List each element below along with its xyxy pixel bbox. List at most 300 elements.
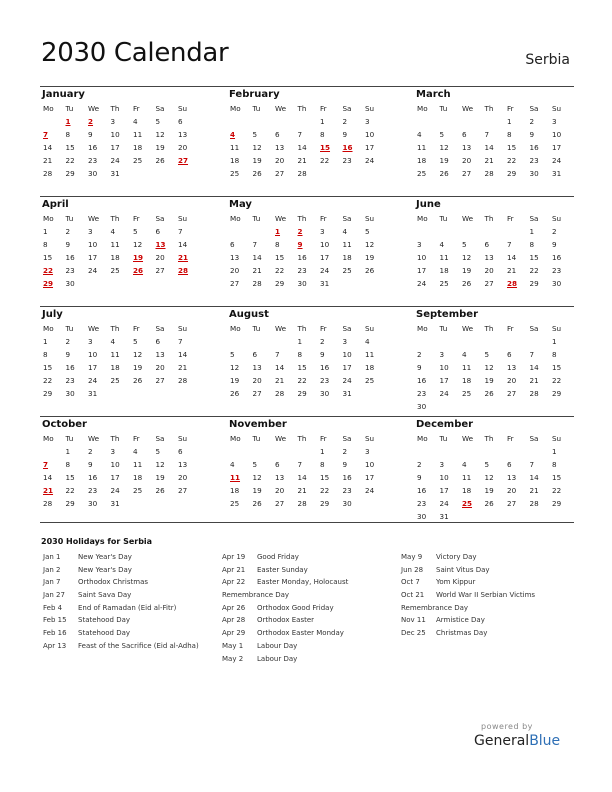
day-cell: 9 [529,130,535,139]
day-cell [130,167,153,180]
weekday-label: We [462,434,474,443]
week-row [40,167,198,180]
week-row [227,471,385,484]
day-cell: 21 [297,156,307,165]
day-cell: 16 [65,253,75,262]
day-cell: 18 [417,156,427,165]
week-row [227,387,385,400]
day-cell: 7 [529,460,535,469]
day-cell: 31 [110,169,120,178]
day-cell: 14 [43,143,53,152]
day-cell: 27 [275,169,285,178]
weekday-label: We [462,324,474,333]
day-cell: 5 [439,130,445,139]
day-cell: 1 [297,337,303,346]
day-cell: 19 [439,156,449,165]
week-row [414,335,572,348]
holiday-date: May 1 [222,641,244,650]
day-cell [437,400,460,413]
weekday-label: Su [178,104,188,113]
day-cell: 8 [43,240,48,249]
day-cell [437,225,460,238]
day-cell: 13 [230,253,240,262]
day-cell: 23 [297,266,307,275]
day-cell: 19 [252,486,262,495]
day-cell [459,335,482,348]
holiday-name: Christmas Day [436,629,488,638]
day-cell: 13 [507,363,517,372]
day-cell: 24 [552,156,562,165]
month-name: September [416,309,478,320]
quarter-row [40,196,574,306]
day-cell: 23 [552,266,562,275]
day-cell: 8 [507,130,512,139]
holiday-date: Nov 11 [401,616,426,625]
day-cell: 4 [462,350,467,359]
holiday-date: Feb 4 [43,603,63,612]
day-cell: 4 [230,130,236,139]
day-cell: 7 [297,130,303,139]
holiday-name: Easter Sunday [257,565,308,574]
day-cell: 25 [230,499,240,508]
day-cell: 21 [43,156,53,165]
day-cell: 8 [552,460,557,469]
day-cell: 25 [133,486,143,495]
day-cell: 30 [552,279,562,288]
day-cell [437,445,460,458]
day-cell: 6 [230,240,235,249]
day-cell: 26 [155,156,165,165]
weekday-label: Th [110,214,120,223]
holiday-name: New Year's Day [78,565,132,574]
day-cell: 4 [439,240,445,249]
day-cell: 1 [552,447,557,456]
weekday-label: Sa [155,104,165,113]
day-cell: 24 [417,279,427,288]
month-april [40,197,198,290]
day-cell: 12 [230,363,240,372]
day-cell: 13 [275,143,285,152]
weekday-label: Th [110,434,120,443]
holiday-date: Apr 29 [222,629,246,638]
day-cell: 29 [275,279,285,288]
day-cell: 23 [417,389,427,398]
brand-logo [474,733,560,749]
day-cell: 6 [507,350,512,359]
weekday-label: Th [110,104,120,113]
day-cell: 8 [65,460,71,469]
day-cell: 28 [507,279,518,288]
day-cell: 22 [320,156,330,165]
day-cell [130,277,153,290]
week-row [227,128,385,141]
holiday-item [401,576,576,589]
weekday-header [40,432,198,445]
week-row [40,225,198,238]
day-cell: 21 [178,253,189,262]
day-cell: 8 [275,240,280,249]
day-cell [414,225,437,238]
week-row [40,154,198,167]
day-cell: 14 [484,143,494,152]
weekday-label: Mo [417,434,428,443]
day-cell [175,167,198,180]
day-cell: 11 [462,363,472,372]
day-cell [227,445,250,458]
day-cell [482,115,505,128]
weekday-label: Th [297,214,307,223]
day-cell: 12 [133,350,143,359]
weekday-label: We [88,434,100,443]
day-cell: 10 [320,240,330,249]
day-cell [108,387,131,400]
weekday-label: Tu [65,214,74,223]
week-row [414,374,572,387]
day-cell [153,277,176,290]
day-cell: 22 [65,156,75,165]
day-cell: 7 [507,240,512,249]
holiday-name: New Year's Day [78,553,132,561]
day-cell [130,387,153,400]
weekday-label: Sa [155,434,165,443]
week-row [40,128,198,141]
holiday-date: Feb 16 [43,629,67,638]
day-cell: 11 [417,143,427,152]
holiday-date: Oct 21 [401,591,425,600]
day-cell [414,445,437,458]
holiday-date: Oct 7 [401,578,420,587]
day-cell: 10 [439,363,449,372]
holiday-item [43,589,218,602]
day-cell: 5 [365,227,370,236]
day-cell: 28 [297,169,307,178]
day-cell: 11 [342,240,352,249]
day-cell: 8 [529,240,535,249]
holidays-column [222,551,397,665]
day-cell: 19 [252,156,262,165]
weekday-label: Fr [133,104,140,113]
day-cell: 4 [133,447,138,456]
week-row [40,251,198,264]
day-cell: 18 [110,363,120,372]
weekday-label: Tu [252,434,261,443]
day-cell: 31 [110,499,120,508]
holiday-item [222,564,397,577]
weekday-header [40,322,198,335]
day-cell [175,497,198,510]
day-cell: 29 [552,389,562,398]
weekday-header [414,212,572,225]
day-cell [227,335,250,348]
day-cell: 27 [275,499,285,508]
weekday-label: We [88,324,100,333]
day-cell: 27 [252,389,262,398]
holiday-name: Statehood Day [78,616,131,625]
day-cell: 4 [110,227,116,236]
week-row [40,471,198,484]
month-february [227,87,385,180]
holiday-name: Orthodox Easter Monday [257,629,344,638]
day-cell: 10 [439,473,449,482]
week-row [40,335,198,348]
day-cell [482,445,505,458]
day-cell: 9 [65,240,71,249]
day-cell: 21 [507,266,517,275]
day-cell: 9 [342,460,348,469]
day-cell: 29 [552,499,562,508]
day-cell: 19 [462,266,472,275]
holiday-date: Apr 19 [222,553,246,561]
weekday-label: Sa [529,324,539,333]
week-row [414,497,572,510]
day-cell [459,400,482,413]
day-cell [40,445,63,458]
day-cell: 4 [462,460,467,469]
month-january [40,87,198,180]
holiday-name: Saint Vitus Day [436,565,490,574]
day-cell: 21 [275,376,285,385]
day-cell [272,335,295,348]
day-cell: 15 [275,253,285,262]
holiday-item [401,564,576,577]
day-cell: 16 [417,486,427,495]
day-cell: 1 [320,117,325,126]
day-cell: 29 [320,499,330,508]
day-cell [527,335,550,348]
weekday-label: Mo [43,214,54,223]
week-row [40,238,198,251]
day-cell [414,335,437,348]
day-cell: 2 [88,447,93,456]
day-cell: 10 [342,350,352,359]
day-cell: 18 [230,486,240,495]
holidays-column [43,551,218,653]
holiday-item [43,576,218,589]
day-cell: 17 [88,363,98,372]
weekday-label: Tu [252,104,261,113]
day-cell: 12 [365,240,375,249]
day-cell: 10 [365,130,375,139]
day-cell: 6 [155,337,161,346]
day-cell [504,400,527,413]
day-cell: 13 [155,350,165,359]
day-cell: 27 [155,266,165,275]
day-cell: 16 [417,376,427,385]
month-name: November [229,419,287,430]
day-cell: 25 [365,376,375,385]
day-cell: 3 [342,337,348,346]
day-cell: 28 [43,499,53,508]
day-cell: 26 [252,499,262,508]
month-name: May [229,199,252,210]
day-cell: 3 [439,460,445,469]
day-cell: 20 [155,363,165,372]
day-cell: 24 [365,486,375,495]
day-cell: 24 [439,499,449,508]
day-cell [175,387,198,400]
holiday-item [401,614,576,627]
day-cell [295,445,318,458]
holiday-name: Orthodox Christmas [78,578,149,587]
day-cell: 30 [297,279,307,288]
day-cell: 5 [484,350,490,359]
weekday-header [40,212,198,225]
day-cell: 4 [342,227,348,236]
holiday-item [43,614,218,627]
day-cell: 3 [110,447,116,456]
day-cell: 30 [342,499,352,508]
day-cell: 29 [297,389,307,398]
day-cell: 12 [252,143,262,152]
day-cell: 27 [462,169,472,178]
day-cell: 3 [417,240,422,249]
day-cell: 20 [178,143,188,152]
day-cell: 1 [507,117,512,126]
day-cell: 7 [178,227,183,236]
day-cell: 14 [178,240,188,249]
day-cell [340,277,363,290]
day-cell: 25 [133,156,143,165]
day-cell [414,115,437,128]
day-cell: 6 [178,447,183,456]
day-cell: 2 [342,117,348,126]
week-row [40,484,198,497]
day-cell: 27 [507,389,517,398]
day-cell: 20 [507,486,517,495]
day-cell: 9 [552,240,557,249]
week-row [414,251,572,264]
day-cell: 15 [297,363,307,372]
day-cell: 19 [133,253,144,262]
day-cell [108,277,131,290]
day-cell: 16 [342,143,353,152]
weekday-label: Mo [230,434,241,443]
day-cell: 19 [230,376,240,385]
day-cell: 5 [252,130,258,139]
day-cell: 19 [155,473,165,482]
month-name: August [229,309,269,320]
day-cell: 22 [43,376,53,385]
week-row [227,167,385,180]
weekday-label: We [462,214,474,223]
day-cell: 9 [417,473,422,482]
weekday-label: Sa [529,104,539,113]
day-cell: 2 [65,337,71,346]
day-cell: 2 [297,227,303,236]
day-cell: 14 [529,363,539,372]
day-cell: 1 [552,337,557,346]
week-row [227,225,385,238]
day-cell: 27 [155,376,165,385]
day-cell: 13 [178,460,188,469]
day-cell: 10 [552,130,562,139]
month-name: October [42,419,87,430]
day-cell: 23 [342,156,352,165]
day-cell: 10 [88,350,98,359]
day-cell: 6 [252,350,258,359]
week-row [227,497,385,510]
day-cell: 12 [155,460,165,469]
weekday-label: Tu [439,324,448,333]
weekday-label: Fr [507,214,514,223]
weekday-label: Th [297,104,307,113]
day-cell: 27 [178,156,189,165]
day-cell: 27 [507,499,517,508]
day-cell: 23 [88,156,98,165]
week-row [227,361,385,374]
day-cell: 17 [110,473,120,482]
day-cell: 20 [252,376,262,385]
day-cell: 7 [178,337,183,346]
week-row [414,471,572,484]
day-cell: 16 [320,363,330,372]
day-cell: 6 [155,227,161,236]
weekday-label: Sa [342,324,352,333]
day-cell: 2 [88,117,94,126]
weekday-label: Su [365,434,375,443]
day-cell: 7 [43,460,49,469]
week-row [414,141,572,154]
day-cell: 24 [342,376,352,385]
day-cell: 20 [462,156,472,165]
month-may [227,197,385,290]
weekday-label: Mo [417,214,428,223]
week-row [414,167,572,180]
day-cell: 20 [507,376,517,385]
day-cell: 15 [507,143,517,152]
day-cell: 12 [439,143,449,152]
holiday-date: Apr 21 [222,565,246,574]
day-cell: 21 [178,363,188,372]
day-cell: 3 [552,117,557,126]
weekday-label: Fr [507,434,514,443]
weekday-label: Th [297,434,307,443]
day-cell: 15 [43,253,53,262]
day-cell [362,497,385,510]
day-cell [504,335,527,348]
day-cell: 7 [43,130,49,139]
day-cell: 6 [484,240,490,249]
day-cell: 2 [320,337,325,346]
holiday-item [401,627,576,640]
quarter-row [40,306,574,416]
month-name: December [416,419,474,430]
weekday-label: Su [552,104,562,113]
day-cell: 1 [43,337,48,346]
week-row [414,264,572,277]
day-cell: 9 [88,130,93,139]
weekday-label: Su [365,324,375,333]
day-cell: 7 [484,130,490,139]
day-cell: 20 [178,473,188,482]
day-cell: 27 [484,279,494,288]
day-cell: 13 [155,240,166,249]
day-cell: 28 [484,169,494,178]
day-cell: 19 [133,363,143,372]
day-cell: 17 [439,486,449,495]
holiday-name: End of Ramadan (Eid al-Fitr) [78,603,177,612]
holiday-item [43,640,218,653]
day-cell [527,400,550,413]
day-cell: 18 [230,156,240,165]
holiday-name: Good Friday [257,553,299,561]
holiday-name: World War II Serbian Victims [436,591,536,600]
day-cell: 9 [88,460,93,469]
weekday-label: Tu [439,214,448,223]
day-cell: 9 [320,350,325,359]
day-cell [362,167,385,180]
weekday-label: Su [552,324,562,333]
